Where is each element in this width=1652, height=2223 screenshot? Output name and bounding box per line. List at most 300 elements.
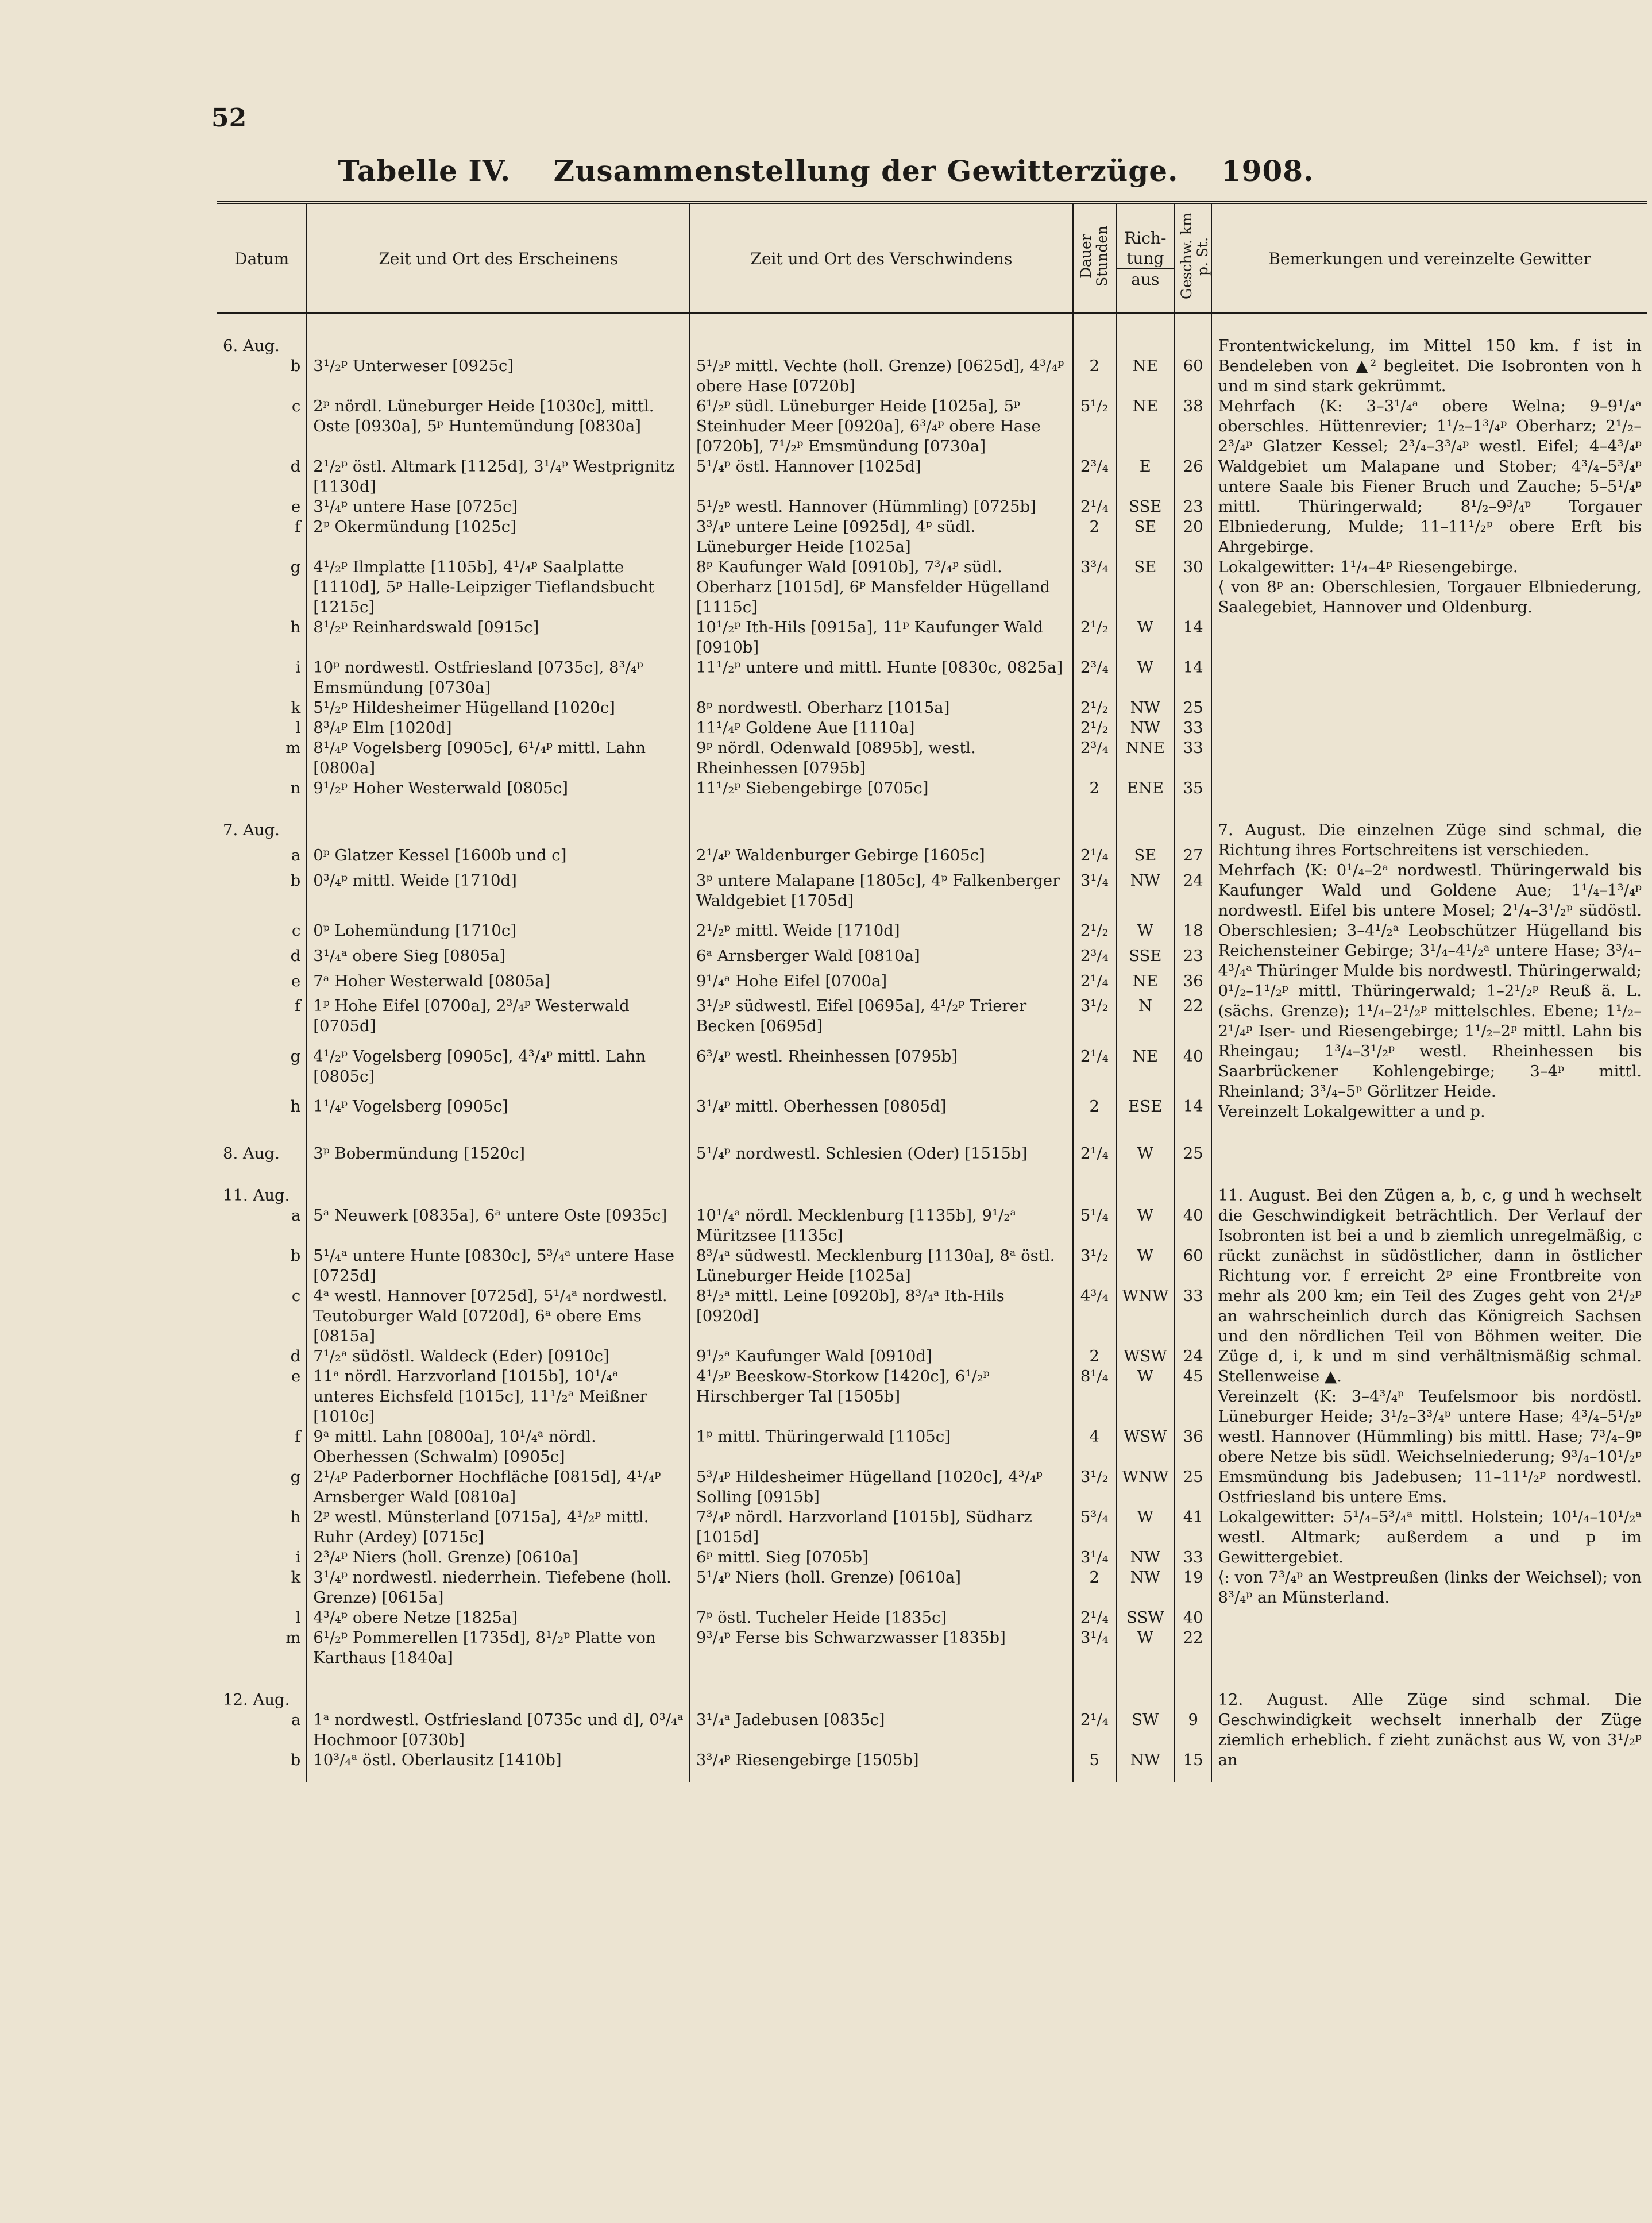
row-richtung: NE [1116, 396, 1175, 457]
row-letter: b [290, 1751, 301, 1769]
empty-cell [1175, 336, 1212, 356]
spacer-cell [690, 1164, 1073, 1186]
row-letter: c [291, 397, 301, 415]
section-date-row [217, 1186, 1647, 1206]
spacer-cell [690, 1122, 1073, 1144]
row-dauer: 3³/₄ [1073, 557, 1116, 618]
row-verschwinden: 3ᵖ untere Malapane [1805c], 4ᵖ Falkenberger Waldgebiet [1705d] [690, 871, 1073, 921]
header-geschwindigkeit: Geschw. km p. St. [1175, 203, 1212, 314]
row-geschwindigkeit: 33 [1175, 738, 1212, 778]
row-verschwinden: 3¹/₂ᵖ südwestl. Eifel [0695a], 4¹/₂ᵖ Trierer Becken [0695d] [690, 996, 1073, 1047]
row-erscheinen: 5¹/₂ᵖ Hildesheimer Hügelland [1020c] [307, 698, 690, 718]
row-richtung: W [1116, 1628, 1175, 1668]
row-geschwindigkeit: 35 [1175, 778, 1212, 798]
remark-paragraph: ⟨: von 7³/₄ᵖ an Westpreußen (links der Weichsel); von 8³/₄ᵖ an Münsterland. [1218, 1568, 1642, 1607]
spacer-cell [1116, 798, 1175, 820]
row-erscheinen: 9¹/₂ᵖ Hoher Westerwald [0805c] [307, 778, 690, 798]
empty-cell [690, 336, 1073, 356]
row-erscheinen: 4³/₄ᵖ obere Netze [1825a] [307, 1608, 690, 1628]
row-geschwindigkeit: 36 [1175, 1427, 1212, 1467]
row-richtung: SSE [1116, 497, 1175, 517]
spacer-cell [1175, 1770, 1212, 1782]
row-richtung: NW [1116, 1547, 1175, 1568]
row-richtung: WNW [1116, 1467, 1175, 1507]
empty-cell [307, 1690, 690, 1710]
row-geschwindigkeit: 18 [1175, 921, 1212, 946]
empty-cell [1175, 1186, 1212, 1206]
row-letter: c [291, 1287, 301, 1305]
row-dauer: 2 [1073, 1346, 1116, 1367]
row-verschwinden: 5¹/₂ᵖ westl. Hannover (Hümmling) [0725b] [690, 497, 1073, 517]
row-richtung: SE [1116, 557, 1175, 618]
row-verschwinden: 10¹/₂ᵖ Ith-Hils [0915a], 11ᵖ Kaufunger Wald [0910b] [690, 618, 1073, 658]
row-erscheinen: 8¹/₄ᵖ Vogelsberg [0905c], 6¹/₄ᵖ mittl. Lahn [0800a] [307, 738, 690, 778]
spacer-cell [1175, 1164, 1212, 1186]
row-dauer: 2¹/₂ [1073, 698, 1116, 718]
section-date: 6. Aug. [223, 337, 280, 355]
row-richtung: ESE [1116, 1097, 1175, 1122]
empty-cell [1175, 1690, 1212, 1710]
row-geschwindigkeit: 25 [1175, 1467, 1212, 1507]
row-dauer: 3¹/₂ [1073, 1467, 1116, 1507]
table-label: Tabelle IV. [338, 154, 511, 188]
row-geschwindigkeit: 60 [1175, 1246, 1212, 1286]
header-row [217, 203, 1647, 314]
empty-cell [1073, 820, 1116, 846]
row-geschwindigkeit: 27 [1175, 846, 1212, 871]
spacer-cell [217, 798, 307, 820]
row-erscheinen: 3ᵖ Bobermündung [1520c] [307, 1144, 690, 1164]
row-letter: a [291, 1711, 301, 1729]
row-letter: l [295, 719, 301, 737]
row-geschwindigkeit: 15 [1175, 1750, 1212, 1770]
row-verschwinden: 3³/₄ᵖ Riesengebirge [1505b] [690, 1750, 1073, 1770]
row-richtung: W [1116, 1206, 1175, 1246]
section-date-row [217, 336, 1647, 356]
row-richtung: W [1116, 1246, 1175, 1286]
row-letter: k [291, 1568, 301, 1587]
table-title [0, 154, 1652, 188]
row-richtung: SW [1116, 1710, 1175, 1750]
row-verschwinden: 3³/₄ᵖ untere Leine [0925d], 4ᵖ südl. Lüneburger Heide [1025a] [690, 517, 1073, 557]
row-richtung: NW [1116, 1750, 1175, 1770]
row-dauer: 8¹/₄ [1073, 1367, 1116, 1427]
empty-cell [690, 820, 1073, 846]
spacer-cell [1211, 1770, 1647, 1782]
row-dauer: 2¹/₄ [1073, 497, 1116, 517]
row-richtung: SSE [1116, 946, 1175, 971]
remark-paragraph: Lokalgewitter: 5¹/₄–5³/₄ᵃ mittl. Holstein; 10¹/₄–10¹/₂ᵃ westl. Altmark; außerdem a und p im Gewittergebiet. [1218, 1508, 1642, 1566]
row-richtung: NE [1116, 356, 1175, 396]
row-erscheinen: 9ᵃ mittl. Lahn [0800a], 10¹/₄ᵃ nördl. Oberhessen (Schwalm) [0905c] [307, 1427, 690, 1467]
row-verschwinden: 5¹/₄ᵖ östl. Hannover [1025d] [690, 457, 1073, 497]
spacer-cell [217, 1164, 307, 1186]
remark-paragraph: Vereinzelt ⟨K: 3–4³/₄ᵖ Teufelsmoor bis nordöstl. Lüneburger Heide; 3¹/₂–3³/₄ᵖ untere Hase; 4³/₄–5¹/₂ᵖ westl. Hannover (Hümmling) bis mittl. Hase; 7³/₄–9ᵖ obere Netze bis südl. Weichselniederung; 9³/₄–10¹/₂ᵖ Emsmündung bis Jadebusen; 11–11¹/₂ᵖ nordwestl. Ostfriesland bis untere Ems. [1218, 1387, 1642, 1506]
empty-cell [690, 1690, 1073, 1710]
row-dauer: 2¹/₄ [1073, 846, 1116, 871]
spacer-cell [217, 314, 307, 337]
row-letter: g [290, 1047, 301, 1066]
row-verschwinden: 5¹/₄ᵖ Niers (holl. Grenze) [0610a] [690, 1568, 1073, 1608]
spacer-cell [307, 1668, 690, 1690]
row-dauer: 2¹/₄ [1073, 1144, 1116, 1164]
spacer-cell [307, 798, 690, 820]
section-remarks [1211, 336, 1647, 798]
section-date-row [217, 820, 1647, 846]
header-verschwinden: Zeit und Ort des Verschwindens [690, 203, 1073, 314]
row-geschwindigkeit: 14 [1175, 618, 1212, 658]
row-erscheinen: 11ᵃ nördl. Harzvorland [1015b], 10¹/₄ᵃ unteres Eichsfeld [1015c], 11¹/₂ᵃ Meißner [1010c] [307, 1367, 690, 1427]
row-dauer: 2¹/₄ [1073, 1710, 1116, 1750]
row-erscheinen: 7¹/₂ᵃ südöstl. Waldeck (Eder) [0910c] [307, 1346, 690, 1367]
row-richtung: W [1116, 1507, 1175, 1547]
row-verschwinden: 1ᵖ mittl. Thüringerwald [1105c] [690, 1427, 1073, 1467]
row-erscheinen: 8³/₄ᵖ Elm [1020d] [307, 718, 690, 738]
spacer-cell [690, 314, 1073, 337]
row-dauer: 2 [1073, 356, 1116, 396]
row-letter: e [291, 971, 301, 990]
row-geschwindigkeit: 25 [1175, 698, 1212, 718]
row-letter: f [295, 518, 301, 536]
section-remarks [1211, 1690, 1647, 1770]
row-richtung: WNW [1116, 1286, 1175, 1346]
row-letter: f [295, 1427, 301, 1446]
spacer-cell [217, 1122, 307, 1144]
empty-cell [307, 820, 690, 846]
row-dauer: 2 [1073, 778, 1116, 798]
row-dauer: 4³/₄ [1073, 1286, 1116, 1346]
row-richtung: W [1116, 618, 1175, 658]
row-verschwinden: 8ᵖ Kaufunger Wald [0910b], 7³/₄ᵖ südl. Oberharz [1015d], 6ᵖ Mansfelder Hügelland [1115c] [690, 557, 1073, 618]
spacer-cell [1116, 1770, 1175, 1782]
row-verschwinden: 6¹/₂ᵖ südl. Lüneburger Heide [1025a], 5ᵖ Steinhuder Meer [0920a], 6³/₄ᵖ obere Hase [0720b], 7¹/₂ᵖ Emsmündung [0730a] [690, 396, 1073, 457]
row-verschwinden: 5³/₄ᵖ Hildesheimer Hügelland [1020c], 4³/₄ᵖ Solling [0915b] [690, 1467, 1073, 1507]
remark-paragraph: 7. August. Die einzelnen Züge sind schmal, die Richtung ihres Fortschreitens ist verschieden. [1218, 821, 1642, 859]
row-letter: b [290, 1246, 301, 1265]
row-letter: e [291, 497, 301, 516]
row-letter: h [290, 618, 301, 636]
remark-paragraph: 12. August. Alle Züge sind schmal. Die Geschwindigkeit wechselt innerhalb der Züge ziemlich erheblich. f zieht zunächst aus W, von 3¹/₂ᵖ an [1218, 1691, 1642, 1769]
page-number: 52 [211, 103, 247, 133]
table-row [217, 1144, 1647, 1164]
row-letter: a [291, 1206, 301, 1225]
spacer-cell [690, 1770, 1073, 1782]
remark-paragraph: Frontentwickelung, im Mittel 150 km. f ist in Bendeleben von ▲² begleitet. Die Isobronten von h und m sind stark gekrümmt. [1218, 337, 1642, 395]
spacer-cell [307, 314, 690, 337]
row-erscheinen: 7ᵃ Hoher Westerwald [0805a] [307, 971, 690, 997]
row-verschwinden: 9¹/₄ᵃ Hohe Eifel [0700a] [690, 971, 1073, 997]
row-geschwindigkeit: 26 [1175, 457, 1212, 497]
row-richtung: NE [1116, 1047, 1175, 1097]
row-geschwindigkeit: 9 [1175, 1710, 1212, 1750]
row-erscheinen: 2ᵖ nördl. Lüneburger Heide [1030c], mittl. Oste [0930a], 5ᵖ Huntemündung [0830a] [307, 396, 690, 457]
row-richtung: NNE [1116, 738, 1175, 778]
spacer-cell [1211, 1668, 1647, 1690]
row-dauer: 2¹/₂ [1073, 618, 1116, 658]
row-geschwindigkeit: 36 [1175, 971, 1212, 997]
row-richtung: W [1116, 921, 1175, 946]
empty-cell [1175, 820, 1212, 846]
row-letter: n [290, 779, 301, 797]
spacer-cell [1073, 798, 1116, 820]
empty-cell [690, 1186, 1073, 1206]
spacer-cell [307, 1164, 690, 1186]
row-richtung: SE [1116, 517, 1175, 557]
row-dauer: 5¹/₂ [1073, 396, 1116, 457]
row-verschwinden: 7³/₄ᵖ nördl. Harzvorland [1015b], Südharz [1015d] [690, 1507, 1073, 1547]
row-dauer: 2³/₄ [1073, 946, 1116, 971]
row-richtung: WSW [1116, 1346, 1175, 1367]
row-dauer: 2¹/₄ [1073, 1047, 1116, 1097]
row-dauer: 3¹/₂ [1073, 1246, 1116, 1286]
row-erscheinen: 1¹/₄ᵖ Vogelsberg [0905c] [307, 1097, 690, 1122]
spacer-cell [217, 1770, 307, 1782]
row-richtung: SE [1116, 846, 1175, 871]
spacer-cell [1073, 1668, 1116, 1690]
row-erscheinen: 4ᵃ westl. Hannover [0725d], 5¹/₄ᵃ nordwestl. Teutoburger Wald [0720d], 6ᵃ obere Ems [0815a] [307, 1286, 690, 1346]
row-geschwindigkeit: 40 [1175, 1206, 1212, 1246]
row-dauer: 3¹/₂ [1073, 996, 1116, 1047]
row-erscheinen: 2ᵖ westl. Münsterland [0715a], 4¹/₂ᵖ mittl. Ruhr (Ardey) [0715c] [307, 1507, 690, 1547]
row-erscheinen: 5ᵃ Neuwerk [0835a], 6ᵃ untere Oste [0935c] [307, 1206, 690, 1246]
row-erscheinen: 10ᵖ nordwestl. Ostfriesland [0735c], 8³/₄ᵖ Emsmündung [0730a] [307, 658, 690, 698]
row-erscheinen: 2¹/₄ᵖ Paderborner Hochfläche [0815d], 4¹/₄ᵖ Arnsberger Wald [0810a] [307, 1467, 690, 1507]
row-letter: g [290, 1468, 301, 1486]
spacer-cell [1073, 1122, 1116, 1144]
row-geschwindigkeit: 20 [1175, 517, 1212, 557]
row-dauer: 3¹/₄ [1073, 1547, 1116, 1568]
empty-cell [307, 1186, 690, 1206]
row-letter: m [285, 1628, 301, 1647]
table-heading: Zusammenstellung der Gewitterzüge. [553, 154, 1179, 188]
row-richtung: N [1116, 996, 1175, 1047]
row-letter: 8. Aug. [223, 1144, 280, 1163]
remark-paragraph: 11. August. Bei den Zügen a, b, c, g und h wechselt die Geschwindigkeit beträchtlich. Der Verlauf der Isobronten ist bei a und b ziemlich unregelmäßig, c rückt zunächst in südöstlicher, dann in östlicher Richtung vor. f erreicht 2ᵖ eine Frontbreite von mehr als 200 km; ein Teil des Zuges geht von 2¹/₂ᵖ an wahrscheinlich durch das Königreich Sachsen und den nördlichen Teil von Böhmen weiter. Die Züge d, i, k und m sind verhältnismäßig schmal. Stellenweise ▲. [1218, 1186, 1642, 1385]
row-erscheinen: 4¹/₂ᵖ Vogelsberg [0905c], 4³/₄ᵖ mittl. Lahn [0805c] [307, 1047, 690, 1097]
row-richtung: NW [1116, 698, 1175, 718]
section-date: 12. Aug. [223, 1691, 290, 1709]
row-dauer: 4 [1073, 1427, 1116, 1467]
spacer-cell [1116, 1164, 1175, 1186]
row-dauer: 5¹/₄ [1073, 1206, 1116, 1246]
row-letter: e [291, 1367, 301, 1385]
header-datum: Datum [217, 203, 307, 314]
section-remarks [1211, 1144, 1647, 1164]
empty-cell [1116, 820, 1175, 846]
row-letter: d [290, 946, 301, 965]
spacer-cell [1073, 314, 1116, 337]
row-dauer: 2 [1073, 1097, 1116, 1122]
row-richtung: NW [1116, 1568, 1175, 1608]
spacer-cell [1211, 798, 1647, 820]
row-verschwinden: 6ᵃ Arnsberger Wald [0810a] [690, 946, 1073, 971]
row-verschwinden: 5¹/₄ᵖ nordwestl. Schlesien (Oder) [1515b] [690, 1144, 1073, 1164]
empty-cell [1073, 1186, 1116, 1206]
row-dauer: 2¹/₂ [1073, 718, 1116, 738]
row-letter: i [295, 1548, 301, 1566]
row-verschwinden: 11¹/₂ᵖ untere und mittl. Hunte [0830c, 0825a] [690, 658, 1073, 698]
row-erscheinen: 3¹/₂ᵖ Unterweser [0925c] [307, 356, 690, 396]
row-dauer: 2 [1073, 517, 1116, 557]
row-letter: g [290, 558, 301, 576]
gewitter-table [217, 201, 1647, 1782]
header-erscheinen: Zeit und Ort des Erscheinens [307, 203, 690, 314]
row-geschwindigkeit: 14 [1175, 658, 1212, 698]
spacer-cell [1211, 314, 1647, 337]
row-dauer: 2¹/₂ [1073, 921, 1116, 946]
row-dauer: 5³/₄ [1073, 1507, 1116, 1547]
row-geschwindigkeit: 24 [1175, 871, 1212, 921]
spacer-cell [1175, 314, 1212, 337]
spacer-cell [690, 798, 1073, 820]
row-geschwindigkeit: 33 [1175, 1547, 1212, 1568]
header-bemerkungen: Bemerkungen und vereinzelte Gewitter [1211, 203, 1647, 314]
row-verschwinden: 8³/₄ᵃ südwestl. Mecklenburg [1130a], 8ᵃ östl. Lüneburger Heide [1025a] [690, 1246, 1073, 1286]
row-verschwinden: 2¹/₂ᵖ mittl. Weide [1710d] [690, 921, 1073, 946]
row-verschwinden: 11¹/₂ᵖ Siebengebirge [0705c] [690, 778, 1073, 798]
row-letter: c [291, 921, 301, 940]
row-dauer: 2¹/₄ [1073, 971, 1116, 997]
row-dauer: 2³/₄ [1073, 457, 1116, 497]
spacer-cell [1073, 1164, 1116, 1186]
header-richtung: Rich- tung aus [1116, 203, 1175, 314]
remark-paragraph: Mehrfach ⟨K: 0¹/₄–2ᵃ nordwestl. Thüringerwald bis Kaufunger Wald und Goldene Aue; 1¹/₄–1³/₄ᵖ nordwestl. Eifel bis untere Mosel; 2¹/₄–3¹/₂ᵖ südöstl. Oberschlesien; 3–4¹/₂ᵃ Leobschützer Hügelland bis Reichensteiner Gebirge; 3¹/₄–4¹/₂ᵃ untere Hase; 3³/₄–4³/₄ᵃ Thüringer Mulde bis nordwestl. Thüringerwald; 0¹/₂–1¹/₂ᵖ mittl. Thüringerwald; 1–2¹/₂ᵖ Reuß ä. L. (sächs. Grenze); 1¹/₄–2¹/₂ᵖ mittelschles. Ebene; 1¹/₂–2¹/₄ᵖ Iser- und Riesengebirge; 1¹/₂–2ᵖ mittl. Lahn bis Rheingau; 1³/₄–3¹/₂ᵖ westl. Rheinhessen bis Saarbrückener Kohlengebirge; 3–4ᵖ mittl. Rheinland; 3³/₄–5ᵖ Görlitzer Heide. [1218, 861, 1642, 1101]
spacer-cell [1175, 1668, 1212, 1690]
row-erscheinen: 2ᵖ Okermündung [1025c] [307, 517, 690, 557]
empty-cell [1116, 1690, 1175, 1710]
section-date: 7. Aug. [223, 821, 280, 839]
row-erscheinen: 4¹/₂ᵖ Ilmplatte [1105b], 4¹/₄ᵖ Saalplatte [1110d], 5ᵖ Halle-Leipziger Tieflandsbucht [1215c] [307, 557, 690, 618]
row-erscheinen: 2¹/₂ᵖ östl. Altmark [1125d], 3¹/₄ᵖ Westprignitz [1130d] [307, 457, 690, 497]
section-remarks [1211, 820, 1647, 1122]
spacer-cell [217, 1668, 307, 1690]
row-verschwinden: 6³/₄ᵖ westl. Rheinhessen [0795b] [690, 1047, 1073, 1097]
row-geschwindigkeit: 23 [1175, 497, 1212, 517]
row-erscheinen: 8¹/₂ᵖ Reinhardswald [0915c] [307, 618, 690, 658]
spacer-cell [1116, 314, 1175, 337]
empty-cell [1073, 1690, 1116, 1710]
row-richtung: NW [1116, 871, 1175, 921]
spacer-cell [1211, 1164, 1647, 1186]
row-geschwindigkeit: 19 [1175, 1568, 1212, 1608]
row-letter: k [291, 698, 301, 717]
row-geschwindigkeit: 24 [1175, 1346, 1212, 1367]
row-geschwindigkeit: 45 [1175, 1367, 1212, 1427]
row-dauer: 3¹/₄ [1073, 871, 1116, 921]
spacer-cell [1211, 1122, 1647, 1144]
spacer-cell [1116, 1668, 1175, 1690]
row-letter: f [295, 997, 301, 1016]
row-erscheinen: 6¹/₂ᵖ Pommerellen [1735d], 8¹/₂ᵖ Platte von Karthaus [1840a] [307, 1628, 690, 1668]
row-letter: d [290, 457, 301, 476]
row-richtung: E [1116, 457, 1175, 497]
row-verschwinden: 5¹/₂ᵖ mittl. Vechte (holl. Grenze) [0625d], 4³/₄ᵖ obere Hase [0720b] [690, 356, 1073, 396]
row-verschwinden: 3¹/₄ᵃ Jadebusen [0835c] [690, 1710, 1073, 1750]
row-geschwindigkeit: 38 [1175, 396, 1212, 457]
header-dauer: Dauer Stunden [1073, 203, 1116, 314]
row-geschwindigkeit: 14 [1175, 1097, 1212, 1122]
row-richtung: WSW [1116, 1427, 1175, 1467]
row-erscheinen: 10³/₄ᵃ östl. Oberlausitz [1410b] [307, 1750, 690, 1770]
row-dauer: 2³/₄ [1073, 738, 1116, 778]
row-letter: b [290, 871, 301, 890]
row-geschwindigkeit: 41 [1175, 1507, 1212, 1547]
empty-cell [1116, 336, 1175, 356]
row-dauer: 3¹/₄ [1073, 1628, 1116, 1668]
row-dauer: 2 [1073, 1568, 1116, 1608]
row-dauer: 2¹/₄ [1073, 1608, 1116, 1628]
row-letter: l [295, 1608, 301, 1627]
row-letter: h [290, 1097, 301, 1116]
row-verschwinden: 2¹/₄ᵖ Waldenburger Gebirge [1605c] [690, 846, 1073, 871]
row-erscheinen: 1ᵖ Hohe Eifel [0700a], 2³/₄ᵖ Westerwald [0705d] [307, 996, 690, 1047]
row-letter: m [285, 739, 301, 757]
remark-paragraph: Lokalgewitter: 1¹/₄–4ᵖ Riesengebirge. [1218, 558, 1518, 576]
spacer-cell [1116, 1122, 1175, 1144]
row-richtung: SSW [1116, 1608, 1175, 1628]
row-erscheinen: 2³/₄ᵖ Niers (holl. Grenze) [0610a] [307, 1547, 690, 1568]
row-richtung: W [1116, 1144, 1175, 1164]
empty-cell [1116, 1186, 1175, 1206]
row-geschwindigkeit: 25 [1175, 1144, 1212, 1164]
row-geschwindigkeit: 22 [1175, 996, 1212, 1047]
row-letter: a [291, 846, 301, 864]
row-richtung: W [1116, 1367, 1175, 1427]
empty-cell [307, 336, 690, 356]
remark-paragraph: Mehrfach ⟨K: 3–3¹/₄ᵃ obere Welna; 9–9¹/₄ᵃ oberschles. Hüttenrevier; 1¹/₂–1³/₄ᵖ Oberharz; 2¹/₂–2³/₄ᵖ Glatzer Kessel; 2³/₄–3³/₄ᵖ westl. Eifel; 4–4³/₄ᵖ Waldgebiet um Malapane und Stober; 4³/₄–5³/₄ᵖ untere Saale bis Fiener Bruch und Zauche; 5–5¹/₄ᵖ mittl. Thüringerwald; 8¹/₂–9³/₄ᵖ Torgauer Elbniederung, Mulde; 11–11¹/₂ᵖ obere Erft bis Ahrgebirge. [1218, 397, 1642, 556]
row-geschwindigkeit: 40 [1175, 1047, 1212, 1097]
row-verschwinden: 10¹/₄ᵃ nördl. Mecklenburg [1135b], 9¹/₂ᵃ Müritzsee [1135c] [690, 1206, 1073, 1246]
row-richtung: ENE [1116, 778, 1175, 798]
empty-cell [1073, 336, 1116, 356]
row-geschwindigkeit: 23 [1175, 946, 1212, 971]
row-verschwinden: 8¹/₂ᵃ mittl. Leine [0920b], 8³/₄ᵃ Ith-Hils [0920d] [690, 1286, 1073, 1346]
table-year: 1908. [1221, 154, 1314, 188]
row-richtung: NE [1116, 971, 1175, 997]
section-remarks [1211, 1186, 1647, 1668]
row-verschwinden: 9¹/₂ᵃ Kaufunger Wald [0910d] [690, 1346, 1073, 1367]
spacer-cell [690, 1668, 1073, 1690]
spacer-cell [307, 1122, 690, 1144]
row-verschwinden: 7ᵖ östl. Tucheler Heide [1835c] [690, 1608, 1073, 1628]
row-verschwinden: 6ᵖ mittl. Sieg [0705b] [690, 1547, 1073, 1568]
spacer-cell [307, 1770, 690, 1782]
row-richtung: NW [1116, 718, 1175, 738]
row-verschwinden: 3¹/₄ᵖ mittl. Oberhessen [0805d] [690, 1097, 1073, 1122]
spacer-cell [1073, 1770, 1116, 1782]
row-geschwindigkeit: 60 [1175, 356, 1212, 396]
row-erscheinen: 3¹/₄ᵖ untere Hase [0725c] [307, 497, 690, 517]
remark-paragraph: Vereinzelt Lokalgewitter a und p. [1218, 1102, 1485, 1121]
spacer-cell [1175, 798, 1212, 820]
section-date: 11. Aug. [223, 1186, 290, 1205]
row-letter: d [290, 1347, 301, 1365]
remark-paragraph: ⟨ von 8ᵖ an: Oberschlesien, Torgauer Elbniederung, Saalegebiet, Hannover und Oldenburg. [1218, 578, 1642, 616]
row-verschwinden: 8ᵖ nordwestl. Oberharz [1015a] [690, 698, 1073, 718]
row-verschwinden: 9³/₄ᵖ Ferse bis Schwarzwasser [1835b] [690, 1628, 1073, 1668]
row-verschwinden: 11¹/₄ᵖ Goldene Aue [1110a] [690, 718, 1073, 738]
row-geschwindigkeit: 30 [1175, 557, 1212, 618]
row-geschwindigkeit: 22 [1175, 1628, 1212, 1668]
row-letter: b [290, 357, 301, 375]
row-erscheinen: 0ᵖ Lohemündung [1710c] [307, 921, 690, 946]
row-erscheinen: 0³/₄ᵖ mittl. Weide [1710d] [307, 871, 690, 921]
row-erscheinen: 3¹/₄ᵃ obere Sieg [0805a] [307, 946, 690, 971]
row-erscheinen: 0ᵖ Glatzer Kessel [1600b und c] [307, 846, 690, 871]
row-richtung: W [1116, 658, 1175, 698]
row-erscheinen: 3¹/₄ᵖ nordwestl. niederrhein. Tiefebene (holl. Grenze) [0615a] [307, 1568, 690, 1608]
row-erscheinen: 5¹/₄ᵃ untere Hunte [0830c], 5³/₄ᵃ untere Hase [0725d] [307, 1246, 690, 1286]
